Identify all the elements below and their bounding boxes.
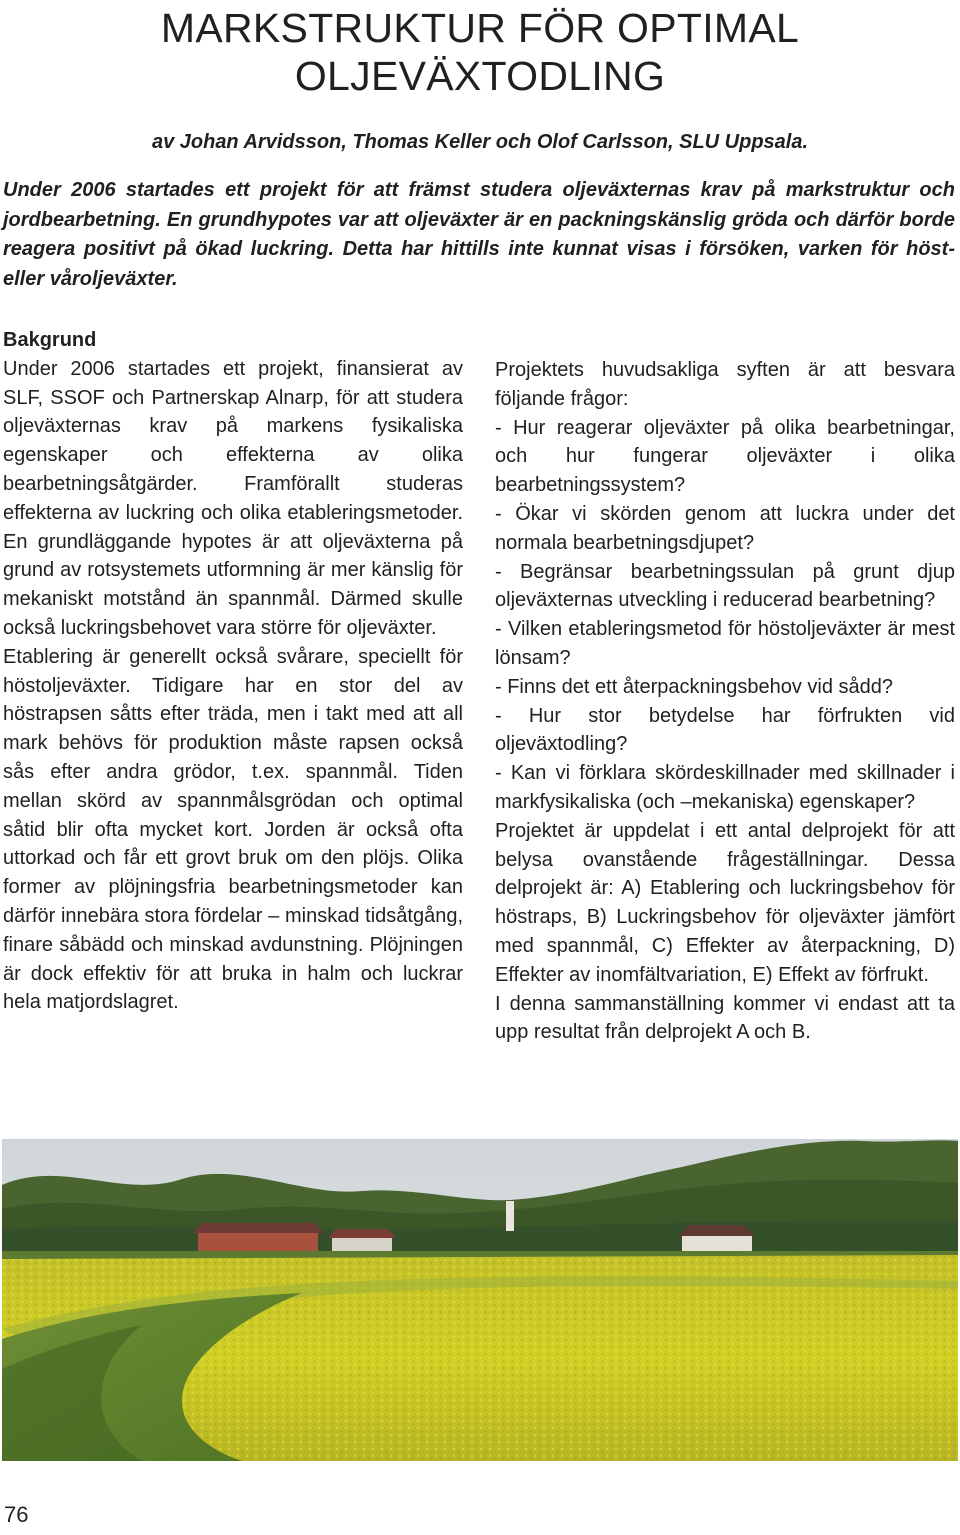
authors-line: av Johan Arvidsson, Thomas Keller och Olof Carlsson, SLU Uppsala. bbox=[151, 131, 809, 153]
right-column bbox=[495, 356, 955, 1047]
question-item: - Hur stor betydelse har förfrukten vid oljeväxtodling? bbox=[495, 704, 955, 756]
right-paragraph: Projektet är uppdelat i ett antal delprojekt för att belysa ovanstående frågeställningar. Dessa delprojekt är: A) Etablering och luckringsbehov för höstraps, B) Luckringsbehov för oljeväxter jämfört med spannmål, C) Effekter av återpackning, D) Effekter av inomfältvariation, E) Effekt av förfrukt. bbox=[495, 819, 955, 986]
section-heading-bakgrund: Bakgrund bbox=[3, 329, 97, 351]
page-number: 76 bbox=[4, 1502, 29, 1527]
page-title: MARKSTRUKTUR FÖR OPTIMAL OLJEVÄXTODLING bbox=[160, 5, 800, 99]
right-paragraph: I denna sammanställning kommer vi endast att ta upp resultat från delprojekt A och B. bbox=[495, 992, 955, 1044]
rapeseed-field-photo bbox=[2, 1139, 958, 1461]
left-paragraph: Under 2006 startades ett projekt, finansierat av SLF, SSOF och Partnerskap Alnarp, för att studera oljeväxternas krav på markens fysikaliska egenskaper och effekterna av olika bearbetningsåtgärder. Framförallt studeras effekterna av luckring och olika etableringsmetoder. En grundläggande hypotes är att oljeväxterna på grund av rotsystemets utformning är mer känslig för mekaniskt motstånd än spannmål. Därmed skulle också luckringsbehovet vara större för oljeväxter. bbox=[3, 357, 463, 639]
question-item: - Finns det ett återpackningsbehov vid sådd? bbox=[495, 675, 894, 698]
question-item: - Ökar vi skörden genom att luckra under det normala bearbetningsdjupet? bbox=[495, 502, 955, 554]
question-item: - Vilken etableringsmetod för höstoljeväxter är mest lönsam? bbox=[495, 618, 955, 669]
right-paragraph: Projektets huvudsakliga syften är att besvara följande frågor: bbox=[495, 359, 955, 410]
left-column bbox=[3, 326, 463, 1017]
question-item: - Kan vi förklara skördeskillnader med skillnader i markfysikaliska (och –mekaniska) egenskaper? bbox=[495, 762, 955, 813]
left-paragraph: Etablering är generellt också svårare, speciellt för höstoljeväxter. Tidigare har en stor del av höstrapsen såtts efter träda, men i takt med att all mark behövs för produktion måste rapsen också sås efter andra grödor, t.ex. spannmål. Tiden mellan skörd av spannmålsgrödan och optimal såtid blir ofta mycket kort. Jorden är också ofta uttorkad och får ett grovt bruk om den plöjs. Olika former av plöjningsfria bearbetningsmetoder kan därför innebära stora fördelar – minskad tidsåtgång, finare såbädd och minskad avdunstning. Plöjningen är dock effektiv för att bruka in halm och luckrar hela matjordslagret. bbox=[3, 645, 463, 1014]
question-item: - Begränsar bearbetningssulan på grunt djup oljeväxternas utveckling i reducerad bearbetning? bbox=[495, 560, 955, 612]
intro-paragraph: Under 2006 startades ett projekt för att främst studera oljeväxternas krav på markstruktur och jordbearbetning. En grundhypotes var att oljeväxter är en packningskänslig gröda och därför borde reagera positivt på ökad luckring. Detta har hittills inte kunnat visas i försöken, varken för höst- eller våroljeväxter. bbox=[3, 179, 955, 290]
question-item: - Hur reagerar oljeväxter på olika bearbetningar, och hur fungerar oljeväxter i olika bearbetningssystem? bbox=[495, 416, 955, 497]
